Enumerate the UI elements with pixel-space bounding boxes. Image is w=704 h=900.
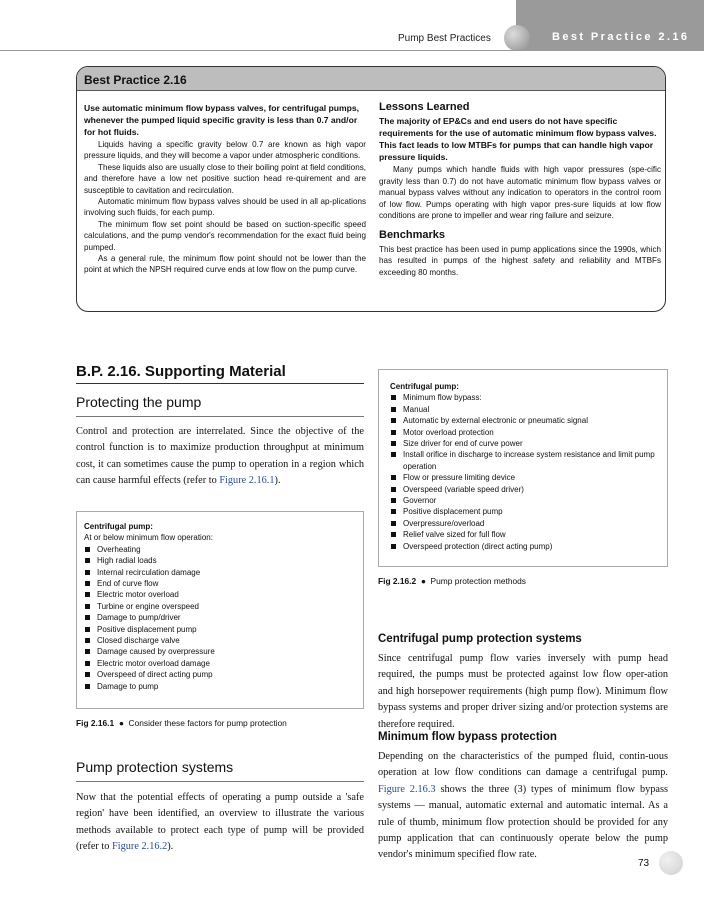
list-item: Overheating bbox=[84, 544, 363, 555]
list-item: Damage to pump bbox=[84, 681, 363, 692]
best-practice-left-column bbox=[84, 102, 366, 276]
list-item: Overspeed protection (direct acting pump) bbox=[390, 541, 667, 552]
best-practice-paragraph: As a general rule, the minimum flow point should not be lower than the point at which the NPSH required curve ends at low flow on the pump curve. bbox=[84, 254, 366, 275]
minflow-heading: Minimum flow bypass protection bbox=[378, 731, 557, 743]
list-item: High radial loads bbox=[84, 555, 363, 566]
centrifugal-heading: Centrifugal pump protection systems bbox=[378, 633, 582, 645]
list-item: Overpressure/overload bbox=[390, 518, 667, 529]
figure2-heading: Centrifugal pump: bbox=[390, 382, 459, 391]
list-item: Install orifice in discharge to increase system resistance and limit pump operation bbox=[390, 449, 667, 472]
list-item: Size driver for end of curve power bbox=[390, 438, 667, 449]
figure1-list bbox=[84, 544, 363, 692]
list-item: Relief valve sized for full flow bbox=[390, 529, 667, 540]
best-practice-paragraph: Liquids having a specific gravity below 0.7 are known as high vapor pressure liquids, and they will become a vapor under atmospheric conditions. bbox=[84, 140, 366, 161]
figure1-subheading: At or below minimum flow operation: bbox=[84, 533, 213, 543]
list-item: Damage to pump/driver bbox=[84, 612, 363, 623]
best-practice-right-column bbox=[379, 102, 661, 278]
list-item: Turbine or engine overspeed bbox=[84, 601, 363, 612]
figure1-heading: Centrifugal pump: bbox=[84, 522, 153, 531]
lessons-learned-heading: Lessons Learned bbox=[379, 101, 470, 113]
figure2-caption-text: Pump protection methods bbox=[430, 576, 526, 586]
list-item: Positive displacement pump bbox=[390, 506, 667, 517]
list-item: End of curve flow bbox=[84, 578, 363, 589]
list-item: Manual bbox=[390, 404, 667, 415]
minflow-paragraph bbox=[378, 749, 668, 864]
lessons-learned-lead: The majority of EP&Cs and end users do not have specific requirements for the use of automatic minimum flow bypass valves. This fact leads to low MTBFs for pumps that can handle high vapor pressure liquids. bbox=[379, 116, 657, 163]
protecting-heading-rule bbox=[76, 416, 364, 417]
systems-paragraph bbox=[76, 790, 364, 856]
list-item: Closed discharge valve bbox=[84, 635, 363, 646]
figure-2-16-3-link[interactable]: Figure 2.16.3 bbox=[378, 783, 436, 795]
list-item: Minimum flow bypass: bbox=[390, 392, 667, 403]
figure1-caption-label: Fig 2.16.1 bbox=[76, 718, 115, 728]
list-item: Motor overload protection bbox=[390, 427, 667, 438]
best-practice-titlebar bbox=[77, 67, 665, 91]
list-item: Electric motor overload bbox=[84, 589, 363, 600]
list-item: Damage caused by overpressure bbox=[84, 646, 363, 657]
systems-heading-rule bbox=[76, 781, 364, 782]
figure1-caption: Fig 2.16.1 ● Consider these factors for pump protection bbox=[76, 718, 287, 728]
systems-text: Now that the potential effects of operating a pump outside a 'safe region' have been identified, an overview to illustrate the various methods available to protect each type of pump will be provided (refer to bbox=[76, 792, 364, 853]
best-practice-box bbox=[76, 66, 666, 312]
list-item: Internal recirculation damage bbox=[84, 567, 363, 578]
benchmarks-body: This best practice has been used in pump applications since the 1990s, which has resulted in pumps of the highest safety and reliability and MTBFs exceeding 80 months. bbox=[379, 244, 661, 277]
figure-2-16-2-link[interactable]: Figure 2.16.2 bbox=[112, 841, 168, 853]
list-item: Flow or pressure limiting device bbox=[390, 472, 667, 483]
protecting-text: Control and protection are interrelated. Since the objective of the control function is to maximize production throughput at minimum cost, it can sometimes cause the pump to operation in a region which can cause harmful effects (refer to bbox=[76, 426, 364, 487]
best-practice-paragraph: The minimum flow set point should be based on suction-specific speed calculations, and the pump vendor's recommendation for the exact fluid being pumped. bbox=[84, 219, 366, 252]
systems-heading: Pump protection systems bbox=[76, 759, 234, 775]
figure-2-16-1-link[interactable]: Figure 2.16.1 bbox=[219, 475, 275, 487]
list-item: Automatic by external electronic or pneumatic signal bbox=[390, 415, 667, 426]
systems-text-end: ). bbox=[167, 841, 174, 853]
best-practice-paragraph: These liquids also are usually close to their boiling point at field conditions, and therefore have a low net positive suction head re-quirement and are susceptible to cavitation and recirculation. bbox=[84, 162, 366, 195]
lessons-learned-body: Many pumps which handle fluids with high vapor pressures (spe-cific gravity less than 0.7) do not have automatic minimum flow bypass valves or manual bypass valves without any indication to operators in the control room of low flow. Pumps operating with high vapor pres-sure liquids at low flow conditions are prone to impeller and wear ring failure and seizure. bbox=[379, 165, 661, 221]
list-item: Overspeed (variable speed driver) bbox=[390, 484, 667, 495]
figure1-caption-text: Consider these factors for pump protection bbox=[128, 718, 287, 728]
running-header-section: Best Practice 2.16 bbox=[552, 31, 690, 43]
list-item: Overspeed of direct acting pump bbox=[84, 669, 363, 680]
best-practice-lead: Use automatic minimum flow bypass valves, for centrifugal pumps, whenever the pumped liquid specific gravity is less than 0.7 and/or for hot fluids. bbox=[84, 103, 360, 137]
header-circle-ornament bbox=[504, 25, 530, 51]
figure2-caption-label: Fig 2.16.2 bbox=[378, 576, 417, 586]
benchmarks-heading: Benchmarks bbox=[379, 229, 446, 242]
figure-2-16-2-box bbox=[378, 369, 668, 567]
section-title: B.P. 2.16. Supporting Material bbox=[76, 363, 286, 380]
page-circle-ornament bbox=[659, 851, 683, 875]
minflow-text-end: shows the three (3) types of minimum flow bypass systems — manual, automatic external and automatic internal. As a rule of thumb, minimum flow protection should be provided for any pump application that can continuously operate below the pump vendor's minimum specified flow rate. bbox=[378, 783, 668, 861]
centrifugal-paragraph: Since centrifugal pump flow varies inversely with pump head required, the pumps must be protected against low flow oper-ation and high horsepower requirements (high pump flow). Minimum flow bypass systems and proper driver sizing and/or protection systems are therefore required. bbox=[378, 653, 668, 730]
minflow-text: Depending on the characteristics of the pumped fluid, contin-uous operation at low flow conditions can damage a centrifugal pump. bbox=[378, 751, 668, 779]
list-item: Governor bbox=[390, 495, 667, 506]
figure2-list bbox=[390, 392, 667, 552]
best-practice-title: Best Practice 2.16 bbox=[84, 73, 187, 87]
list-item: Positive displacement pump bbox=[84, 624, 363, 635]
protecting-paragraph bbox=[76, 424, 364, 490]
page-number: 73 bbox=[638, 858, 650, 869]
list-item: Electric motor overload damage bbox=[84, 658, 363, 669]
best-practice-paragraph: Automatic minimum flow bypass valves should be used in all ap-plications involving such fluids, for each pump. bbox=[84, 197, 366, 218]
section-title-rule bbox=[76, 383, 364, 384]
header-rule bbox=[0, 50, 704, 51]
protecting-heading: Protecting the pump bbox=[76, 394, 202, 410]
figure-2-16-1-box bbox=[76, 511, 364, 709]
protecting-text-end: ). bbox=[274, 475, 281, 487]
figure2-caption: Fig 2.16.2 ● Pump protection methods bbox=[378, 576, 526, 586]
running-header-title: Pump Best Practices bbox=[398, 33, 491, 44]
